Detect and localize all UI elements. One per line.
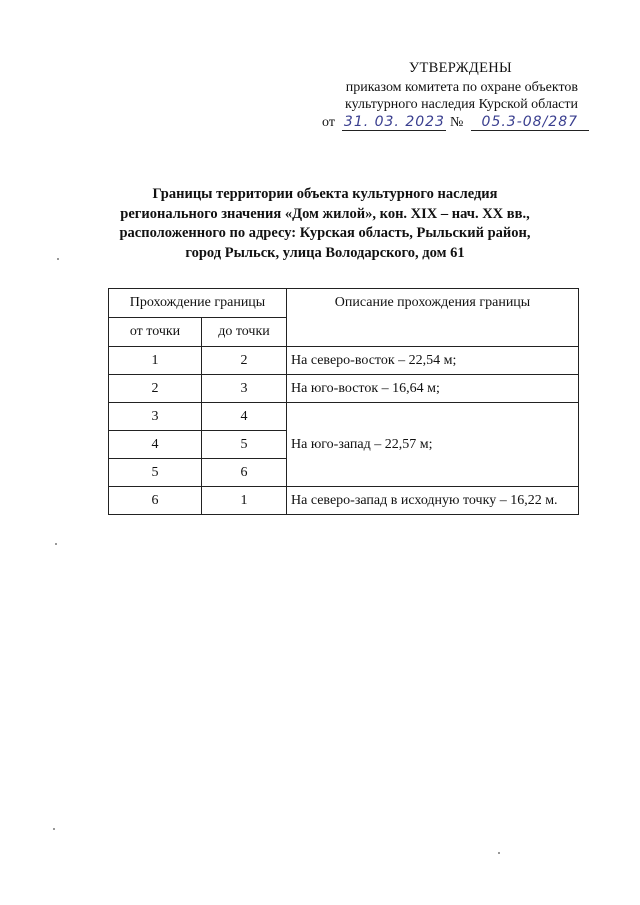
header-to: до точки [202, 318, 287, 347]
approval-date-row [300, 114, 590, 134]
row-description: На северо-запад в исходную точку – 16,22 м. [287, 487, 579, 515]
from-label: от [322, 114, 335, 130]
scan-speck [498, 852, 500, 854]
row-description: На юго-восток – 16,64 м; [287, 375, 579, 403]
document-title [90, 185, 560, 263]
boundary-table [108, 288, 579, 515]
scan-speck [55, 543, 57, 545]
header-boundary: Прохождение границы [109, 289, 287, 318]
table-row [109, 403, 579, 431]
row-to: 1 [202, 487, 287, 515]
row-from: 3 [109, 403, 202, 431]
row-from: 5 [109, 459, 202, 487]
scan-speck [53, 828, 55, 830]
row-to: 5 [202, 431, 287, 459]
row-from: 1 [109, 347, 202, 375]
table-row [109, 375, 579, 403]
title-line-2: регионального значения «Дом жилой», кон. XIX – нач. XX вв., [120, 205, 530, 222]
row-to: 3 [202, 375, 287, 403]
handwritten-date: 31. 03. 2023 [343, 113, 445, 130]
header-from: от точки [109, 318, 202, 347]
row-to: 4 [202, 403, 287, 431]
title-line-1: Границы территории объекта культурного наследия [152, 186, 498, 202]
title-line-4: город Рыльск, улица Володарского, дом 61 [185, 244, 465, 261]
number-label: № [449, 114, 464, 130]
title-line-3: расположенного по адресу: Курская область, Рыльский район, [119, 225, 531, 241]
approval-line-2: культурного наследия Курской области [344, 97, 578, 112]
approval-block [300, 60, 590, 134]
row-to: 2 [202, 347, 287, 375]
row-from: 6 [109, 487, 202, 515]
approval-title: УТВЕРЖДЕНЫ [408, 60, 512, 76]
table-row [109, 347, 579, 375]
row-from: 4 [109, 431, 202, 459]
row-to: 6 [202, 459, 287, 487]
handwritten-number: 05.3-08/287 [471, 115, 589, 131]
row-from: 2 [109, 375, 202, 403]
header-description: Описание прохождения границы [287, 289, 579, 347]
scan-speck [57, 258, 59, 260]
table-row [109, 487, 579, 515]
approval-line-1: приказом комитета по охране объектов [345, 79, 578, 95]
row-description: На юго-запад – 22,57 м; [287, 403, 579, 487]
row-description: На северо-восток – 22,54 м; [287, 347, 579, 375]
